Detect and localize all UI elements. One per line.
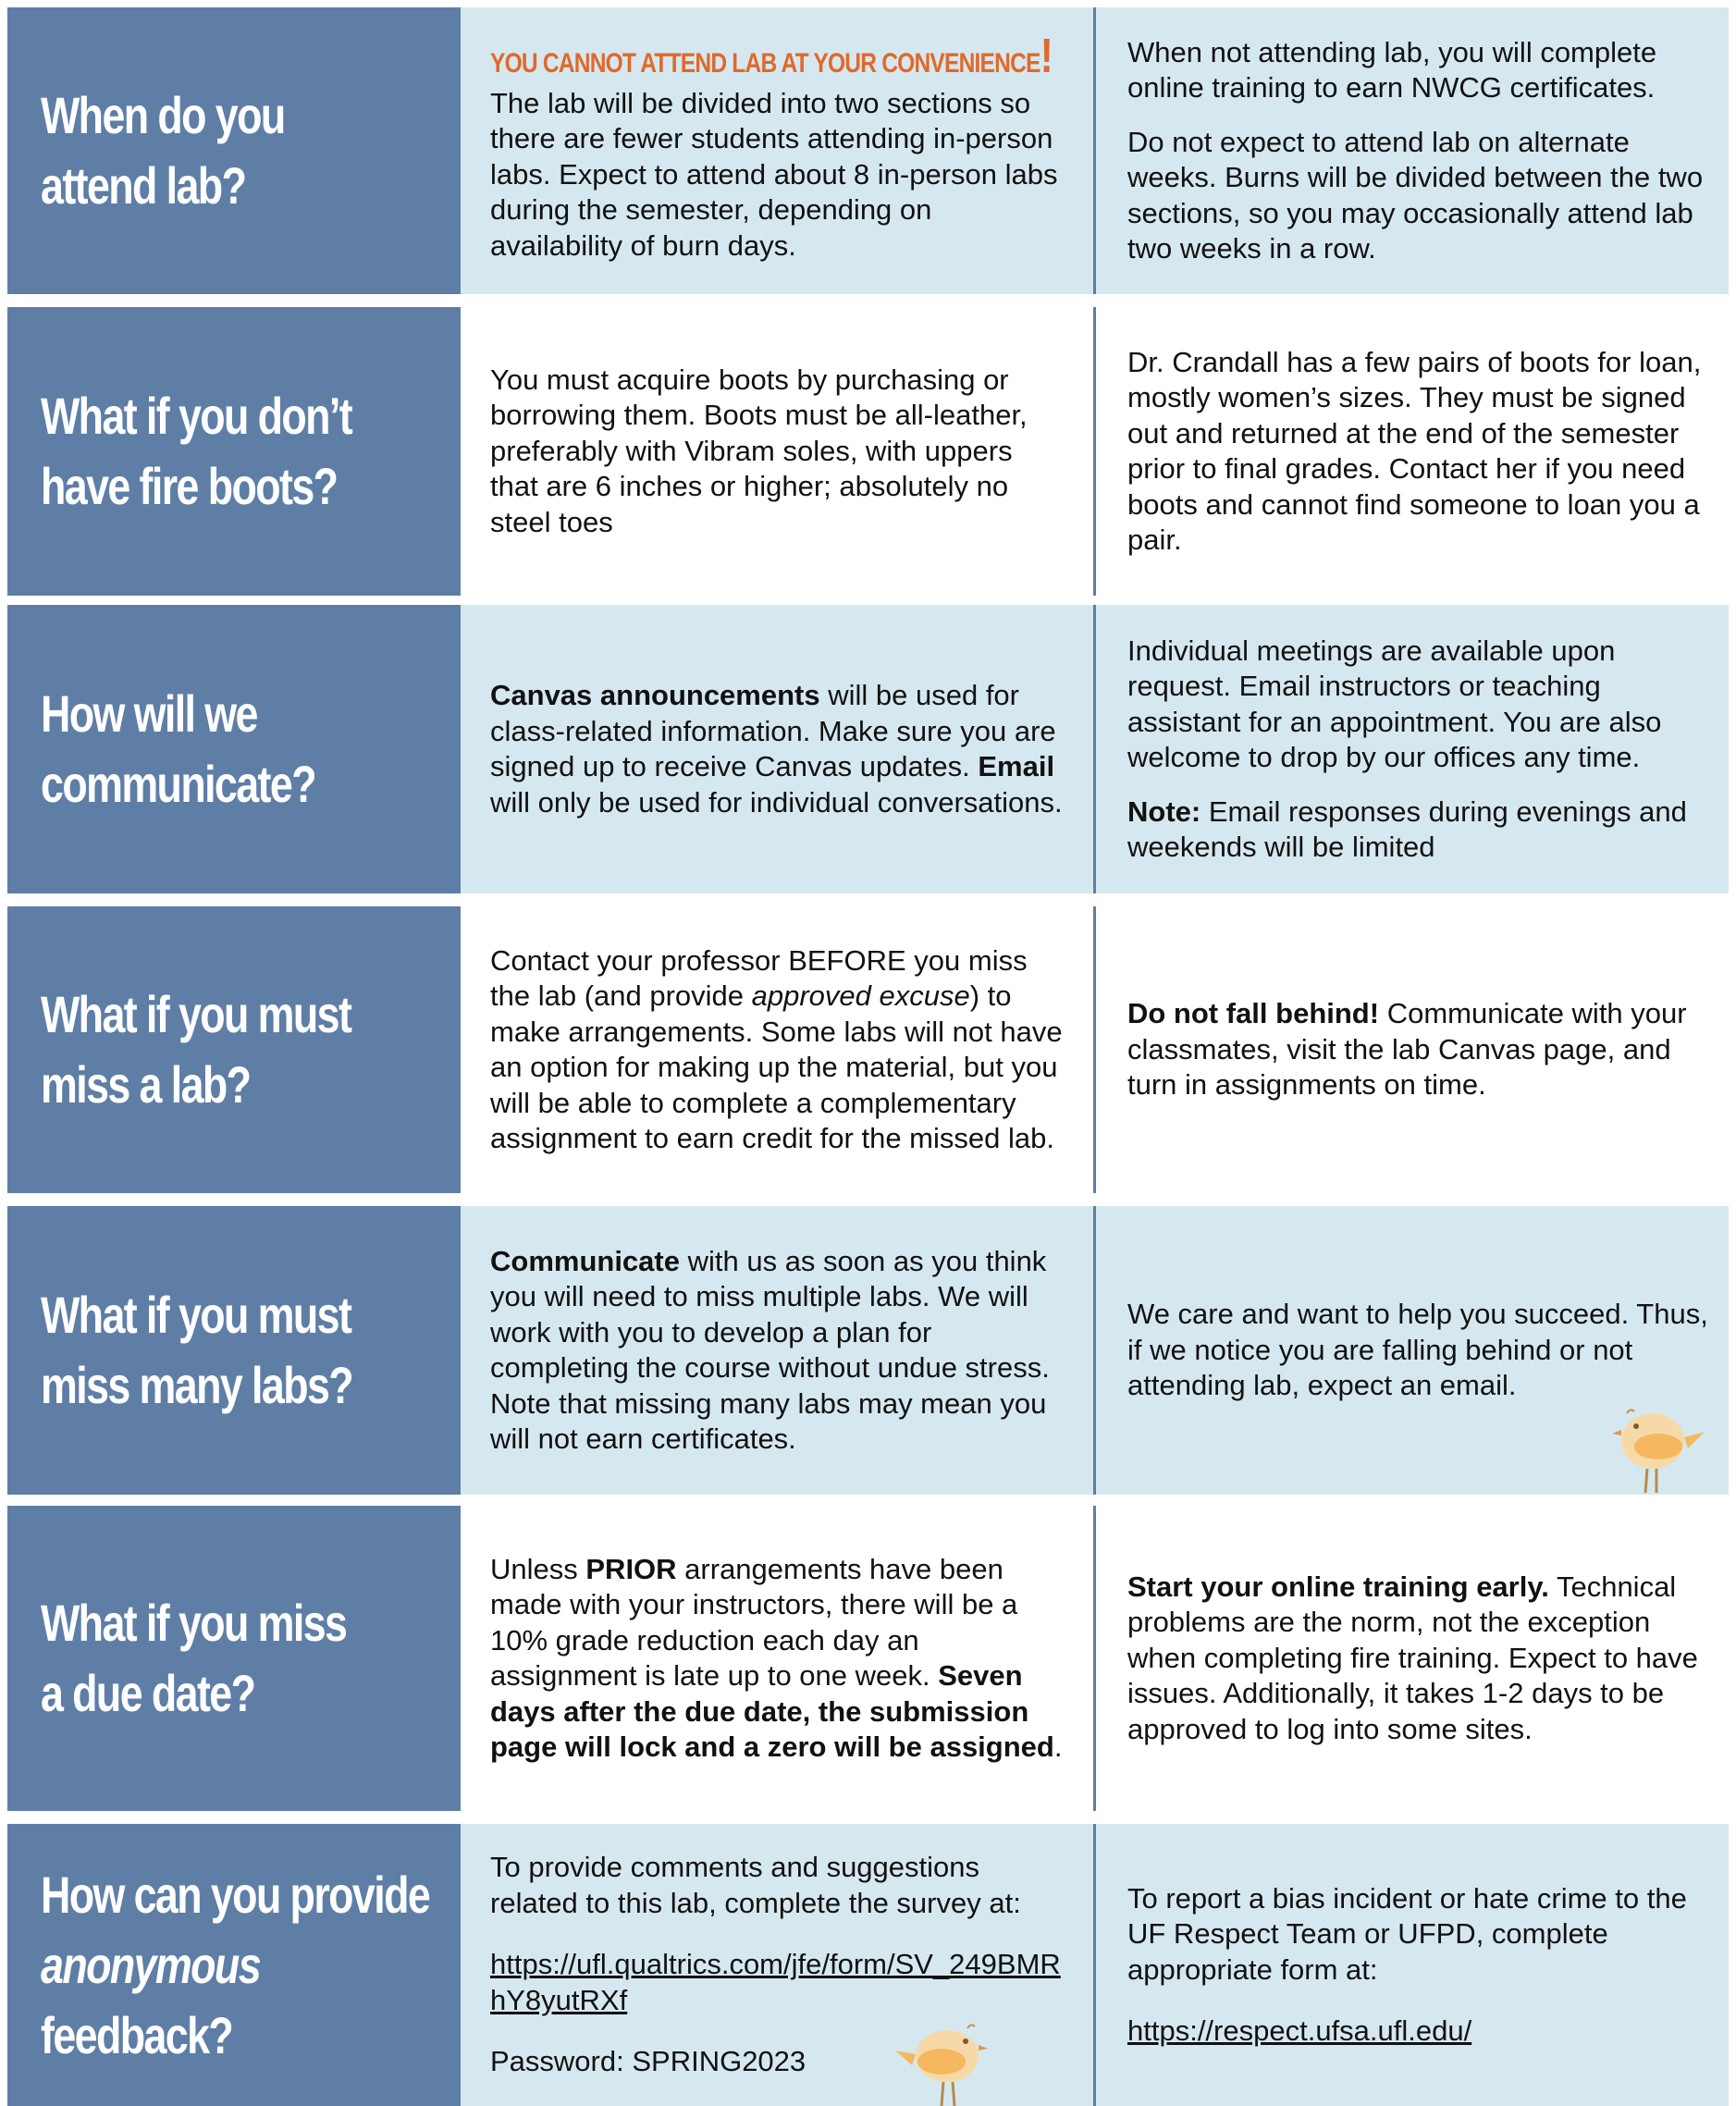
- question-line: attend lab?: [41, 156, 246, 215]
- faq-row-anonymous-feedback: [0, 1824, 1736, 2106]
- question-line: feedback?: [41, 2005, 233, 2064]
- question-line: What if you miss: [41, 1594, 347, 1652]
- note-cell: [1093, 1206, 1729, 1495]
- note-cell: [1093, 605, 1729, 893]
- question-line: What if you must: [41, 985, 351, 1043]
- bold-text: Communicate: [490, 1244, 680, 1277]
- note-text: Dr. Crandall has a few pairs of boots for loan, mostly women’s sizes. They must be signed out and returned at the end of the semester prior to final grades. Contact her if you need boots and cannot find someone to loan you a pair.: [1127, 345, 1702, 556]
- bold-text: Start your online training early.: [1127, 1570, 1549, 1603]
- question-line: a due date?: [41, 1664, 255, 1722]
- question-cell: [7, 307, 461, 596]
- bold-text: Seven days after the due date, the submission page will lock and a zero will be assigned: [490, 1659, 1054, 1763]
- plain-text: Unless: [490, 1552, 586, 1585]
- bold-text: Canvas announcements: [490, 679, 820, 711]
- faq-row-miss-lab: [0, 906, 1736, 1193]
- note-cell: [1093, 307, 1729, 596]
- plain-text: .: [1053, 1730, 1063, 1763]
- chick-illustration: [1599, 1384, 1710, 1495]
- plain-text: ) to make arrangements. Some labs will not have an option for making up the material, but you will be able to complete a complementary assignment to earn credit for the missed lab.: [490, 979, 1063, 1154]
- answer-text: The lab will be divided into two sections so there are fewer students attending in-person labs. Expect to attend about 8 in-person labs during the semester, depending on availability of burn days.: [490, 86, 1058, 262]
- warning-heading: [490, 30, 1053, 83]
- plain-text: Technical problems are the norm, not the exception when completing fire training. Expect to have issues. Additionally, it takes 1-2 days to be approved to log into some sites.: [1127, 1570, 1698, 1745]
- question-line: miss many labs?: [41, 1356, 353, 1414]
- faq-row-communicate: [0, 605, 1736, 893]
- question-line: have fire boots?: [41, 457, 338, 515]
- plain-text: will only be used for individual conversations.: [490, 785, 1063, 819]
- note-cell: [1093, 1824, 1729, 2106]
- question-cell: [7, 1824, 461, 2106]
- answer-cell: [461, 1824, 1093, 2106]
- note-text: [1127, 996, 1710, 1103]
- bold-text: Note:: [1127, 794, 1201, 828]
- faq-row-due-date: [0, 1506, 1736, 1811]
- faq-row-fire-boots: [0, 307, 1736, 596]
- question-cell: [7, 605, 461, 893]
- question-line: When do you: [41, 86, 285, 144]
- faq-row-attend-lab: [0, 7, 1736, 294]
- question-cell: [7, 906, 461, 1193]
- plain-text: Email responses during evenings and weekends will be limited: [1127, 794, 1687, 863]
- note-text: [1127, 1570, 1710, 1748]
- plain-text: will be used for class-related information. Make sure you are signed up to receive Canvas updates.: [490, 679, 1056, 782]
- note-cell: [1093, 7, 1729, 294]
- question-line: What if you must: [41, 1286, 351, 1344]
- answer-text: To provide comments and suggestions related to this lab, complete the survey at:: [490, 1851, 1021, 1919]
- respect-link[interactable]: https://respect.ufsa.ufl.edu/: [1127, 2014, 1472, 2047]
- answer-cell: [461, 7, 1093, 294]
- question-cell: [7, 7, 461, 294]
- warning-text: YOU CANNOT ATTEND LAB AT YOUR CONVENIENCE: [490, 48, 1040, 79]
- answer-cell: [461, 1506, 1093, 1811]
- faq-row-miss-many-labs: [0, 1206, 1736, 1495]
- plain-text: Communicate with your classmates, visit the lab Canvas page, and turn in assignments on time.: [1127, 997, 1687, 1102]
- plain-text: with us as soon as you think you will need to miss multiple labs. We will work with you to develop a plan for completing the course without undue stress. Note that missing many labs may mean you will not earn certificates.: [490, 1244, 1050, 1455]
- exclamation-mark: !: [1040, 30, 1053, 83]
- note-text: When not attending lab, you will complete online training to earn NWCG certificates.: [1127, 35, 1657, 104]
- question-cell: [7, 1506, 461, 1811]
- question-cell: [7, 1206, 461, 1495]
- answer-cell: [461, 1206, 1093, 1495]
- question-line-italic: anonymous: [41, 1935, 261, 1994]
- question-line: miss a lab?: [41, 1055, 251, 1114]
- answer-text: [490, 1552, 1067, 1766]
- answer-cell: [461, 906, 1093, 1193]
- question-line: What if you don’t: [41, 387, 352, 445]
- question-line: communicate?: [41, 755, 315, 813]
- answer-cell: [461, 307, 1093, 596]
- note-cell: [1093, 906, 1729, 1193]
- note-text: We care and want to help you succeed. Thus, if we notice you are falling behind or not attending lab, expect an email.: [1127, 1298, 1708, 1402]
- note-cell: [1093, 1506, 1729, 1811]
- answer-text: [490, 1244, 1067, 1458]
- answer-cell: [461, 605, 1093, 893]
- note-text: Individual meetings are available upon request. Email instructors or teaching assistant for an appointment. You are also welcome to drop by our offices any time.: [1127, 634, 1662, 773]
- plain-text: Contact your professor BEFORE you miss the lab (and provide: [490, 943, 1028, 1012]
- answer-text: [490, 943, 1067, 1157]
- note-text: [1127, 794, 1710, 866]
- plain-text: arrangements have been made with your instructors, there will be a 10% grade reduction each day an assignment is late up to one week.: [490, 1552, 1018, 1692]
- bold-text: Do not fall behind!: [1127, 997, 1380, 1030]
- chick-illustration: [890, 2004, 1001, 2106]
- note-text: To report a bias incident or hate crime to the UF Respect Team or UFPD, complete appropriate form at:: [1127, 1881, 1687, 1986]
- bold-text: Email: [978, 750, 1055, 782]
- answer-text: You must acquire boots by purchasing or borrowing them. Boots must be all-leather, preferably with Vibram soles, with uppers that are 6 inches or higher; absolutely no steel toes: [490, 363, 1028, 538]
- bold-text: PRIOR: [585, 1552, 677, 1585]
- question-line: How can you provide: [41, 1865, 430, 1924]
- survey-link[interactable]: https://ufl.qualtrics.com/jfe/form/SV_249BMRhY8yutRXf: [490, 1948, 1061, 2016]
- answer-text: [490, 678, 1067, 820]
- question-line: How will we: [41, 684, 257, 743]
- survey-password: Password: SPRING2023: [490, 2045, 806, 2078]
- note-text: Do not expect to attend lab on alternate weeks. Burns will be divided between the two sections, so you may occasionally attend lab two weeks in a row.: [1127, 125, 1704, 265]
- italic-text: approved excuse: [751, 979, 970, 1012]
